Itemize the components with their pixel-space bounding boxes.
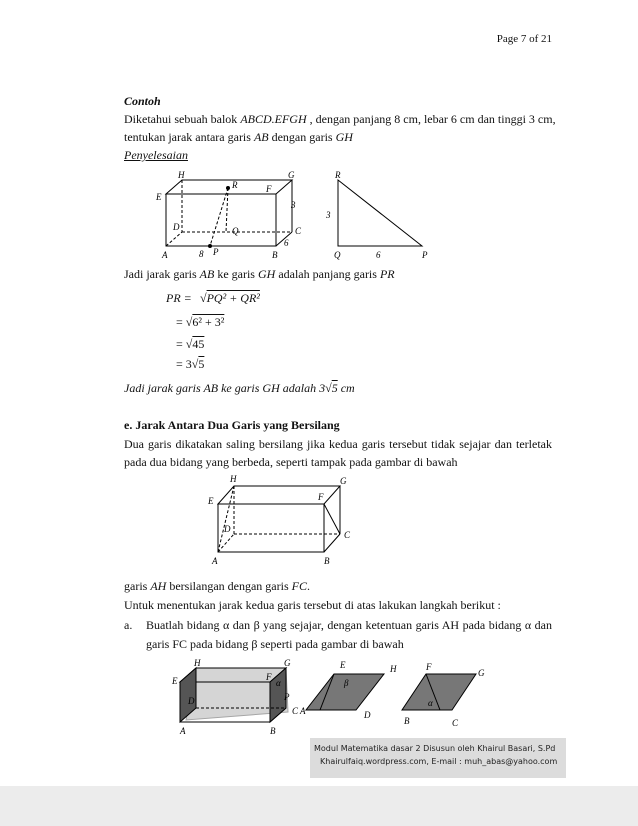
cuboid-figure-2 <box>200 472 360 568</box>
fig3-box-label-b: B <box>270 726 276 736</box>
fig2-label-a: A <box>212 556 218 566</box>
triangle-label-6: 6 <box>376 250 381 260</box>
beta-plane-label-h: H <box>390 664 397 674</box>
fig1-label-e: E <box>156 192 162 202</box>
fig2-label-f: F <box>318 492 324 502</box>
fig2-label-c: C <box>344 530 351 540</box>
fig2-label-d: D <box>224 524 231 534</box>
formula-lhs: PR = <box>166 291 192 305</box>
triangle-label-p: P <box>422 250 428 260</box>
fig1-label-p: P <box>213 247 219 257</box>
section-e-paragraph-line-2: pada dua bidang yang berbeda, seperti tampak pada gambar di bawah <box>124 455 458 469</box>
alpha-plane-label-g: G <box>478 668 485 678</box>
fig3-box-label-h: H <box>194 658 201 668</box>
footer-line-2: Khairulfaiq.wordpress.com, E-mail : muh_abas@yahoo.com <box>320 757 558 766</box>
fig3-box-label-g: G <box>284 658 291 668</box>
fig3-box-label-e: E <box>172 676 178 686</box>
fig1-label-8: 8 <box>199 249 204 259</box>
formula-line-2: = √6² + 3² <box>176 315 225 329</box>
page-number: Page 7 of 21 <box>496 33 552 45</box>
footer-box <box>310 738 566 778</box>
example-heading: Contoh <box>124 94 161 108</box>
section-e-heading: e. Jarak Antara Dua Garis yang Bersilang <box>124 418 340 432</box>
fig1-label-f: F <box>266 184 272 194</box>
fig1-label-a: A <box>162 250 168 260</box>
step-a-line-2: garis FC pada bidang β seperti pada gambar di bawah <box>146 637 404 651</box>
beta-plane-label-a: A <box>300 706 306 716</box>
conclusion-sentence: Jadi jarak garis AB ke garis GH adalah 3√5 cm <box>124 381 355 395</box>
skew-statement: garis AH bersilangan dengan garis FC. <box>124 579 310 593</box>
steps-intro: Untuk menentukan jarak kedua garis tersebut di atas lakukan langkah berikut : <box>124 598 501 612</box>
triangle-label-q: Q <box>334 250 341 260</box>
formula-line-1: √PQ² + QR² <box>200 291 260 305</box>
fig1-label-q: Q <box>232 226 239 236</box>
beta-plane-label-beta: β <box>344 678 349 688</box>
section-e-paragraph-line-1: Dua garis dikatakan saling bersilang jika kedua garis tersebut tidak sejajar dan terletak <box>124 437 552 451</box>
fig3-box-label-p: P <box>284 692 290 702</box>
fig3-box-label-alpha: α <box>276 678 281 688</box>
planes-figure-3 <box>170 656 510 738</box>
fig2-label-h: H <box>230 474 237 484</box>
fig3-box-label-c: C <box>292 706 299 716</box>
fig1-label-g: G <box>288 170 295 180</box>
fig1-label-c: C <box>295 226 302 236</box>
fig1-label-r: R <box>232 180 238 190</box>
fig1-label-b: B <box>272 250 278 260</box>
beta-plane-label-e: E <box>340 660 346 670</box>
example-paragraph-line-1: Diketahui sebuah balok ABCD.EFGH , dengan panjang 8 cm, lebar 6 cm dan tinggi 3 cm, <box>124 112 556 126</box>
step-a-number: a. <box>124 618 133 632</box>
fig3-box-label-f: F <box>266 672 272 682</box>
formula-line-4: = 3√5 <box>176 357 205 371</box>
formula-line-3: = √45 <box>176 337 205 351</box>
solution-heading: Penyelesaian <box>124 148 188 162</box>
beta-plane-label-d: D <box>364 710 371 720</box>
alpha-plane-label-c: C <box>452 718 459 728</box>
step-a-line-1: Buatlah bidang α dan β yang sejajar, dengan ketentuan garis AH pada bidang α dan <box>146 618 552 632</box>
triangle-label-r: R <box>335 170 341 180</box>
fig2-label-b: B <box>324 556 330 566</box>
fig3-box-label-d: D <box>188 696 195 706</box>
alpha-plane-label-f: F <box>426 662 432 672</box>
fig2-label-e: E <box>208 496 214 506</box>
fig1-label-d: D <box>173 222 180 232</box>
fig1-label-3: 3 <box>291 200 296 210</box>
fig1-label-6: 6 <box>284 238 289 248</box>
example-paragraph-line-2: tentukan jarak antara garis AB dengan garis GH <box>124 130 353 144</box>
result-sentence: Jadi jarak garis AB ke garis GH adalah panjang garis PR <box>124 267 395 281</box>
footer-line-1: Modul Matematika dasar 2 Disusun oleh Khairul Basari, S.Pd <box>314 744 556 753</box>
alpha-plane-label-b: B <box>404 716 410 726</box>
cuboid-figure-1 <box>140 168 440 264</box>
footer-band <box>0 786 638 826</box>
alpha-plane-label-alpha: α <box>428 698 433 708</box>
fig2-label-g: G <box>340 476 347 486</box>
triangle-label-3: 3 <box>326 210 331 220</box>
fig1-label-h: H <box>178 170 185 180</box>
fig3-box-label-a: A <box>180 726 186 736</box>
